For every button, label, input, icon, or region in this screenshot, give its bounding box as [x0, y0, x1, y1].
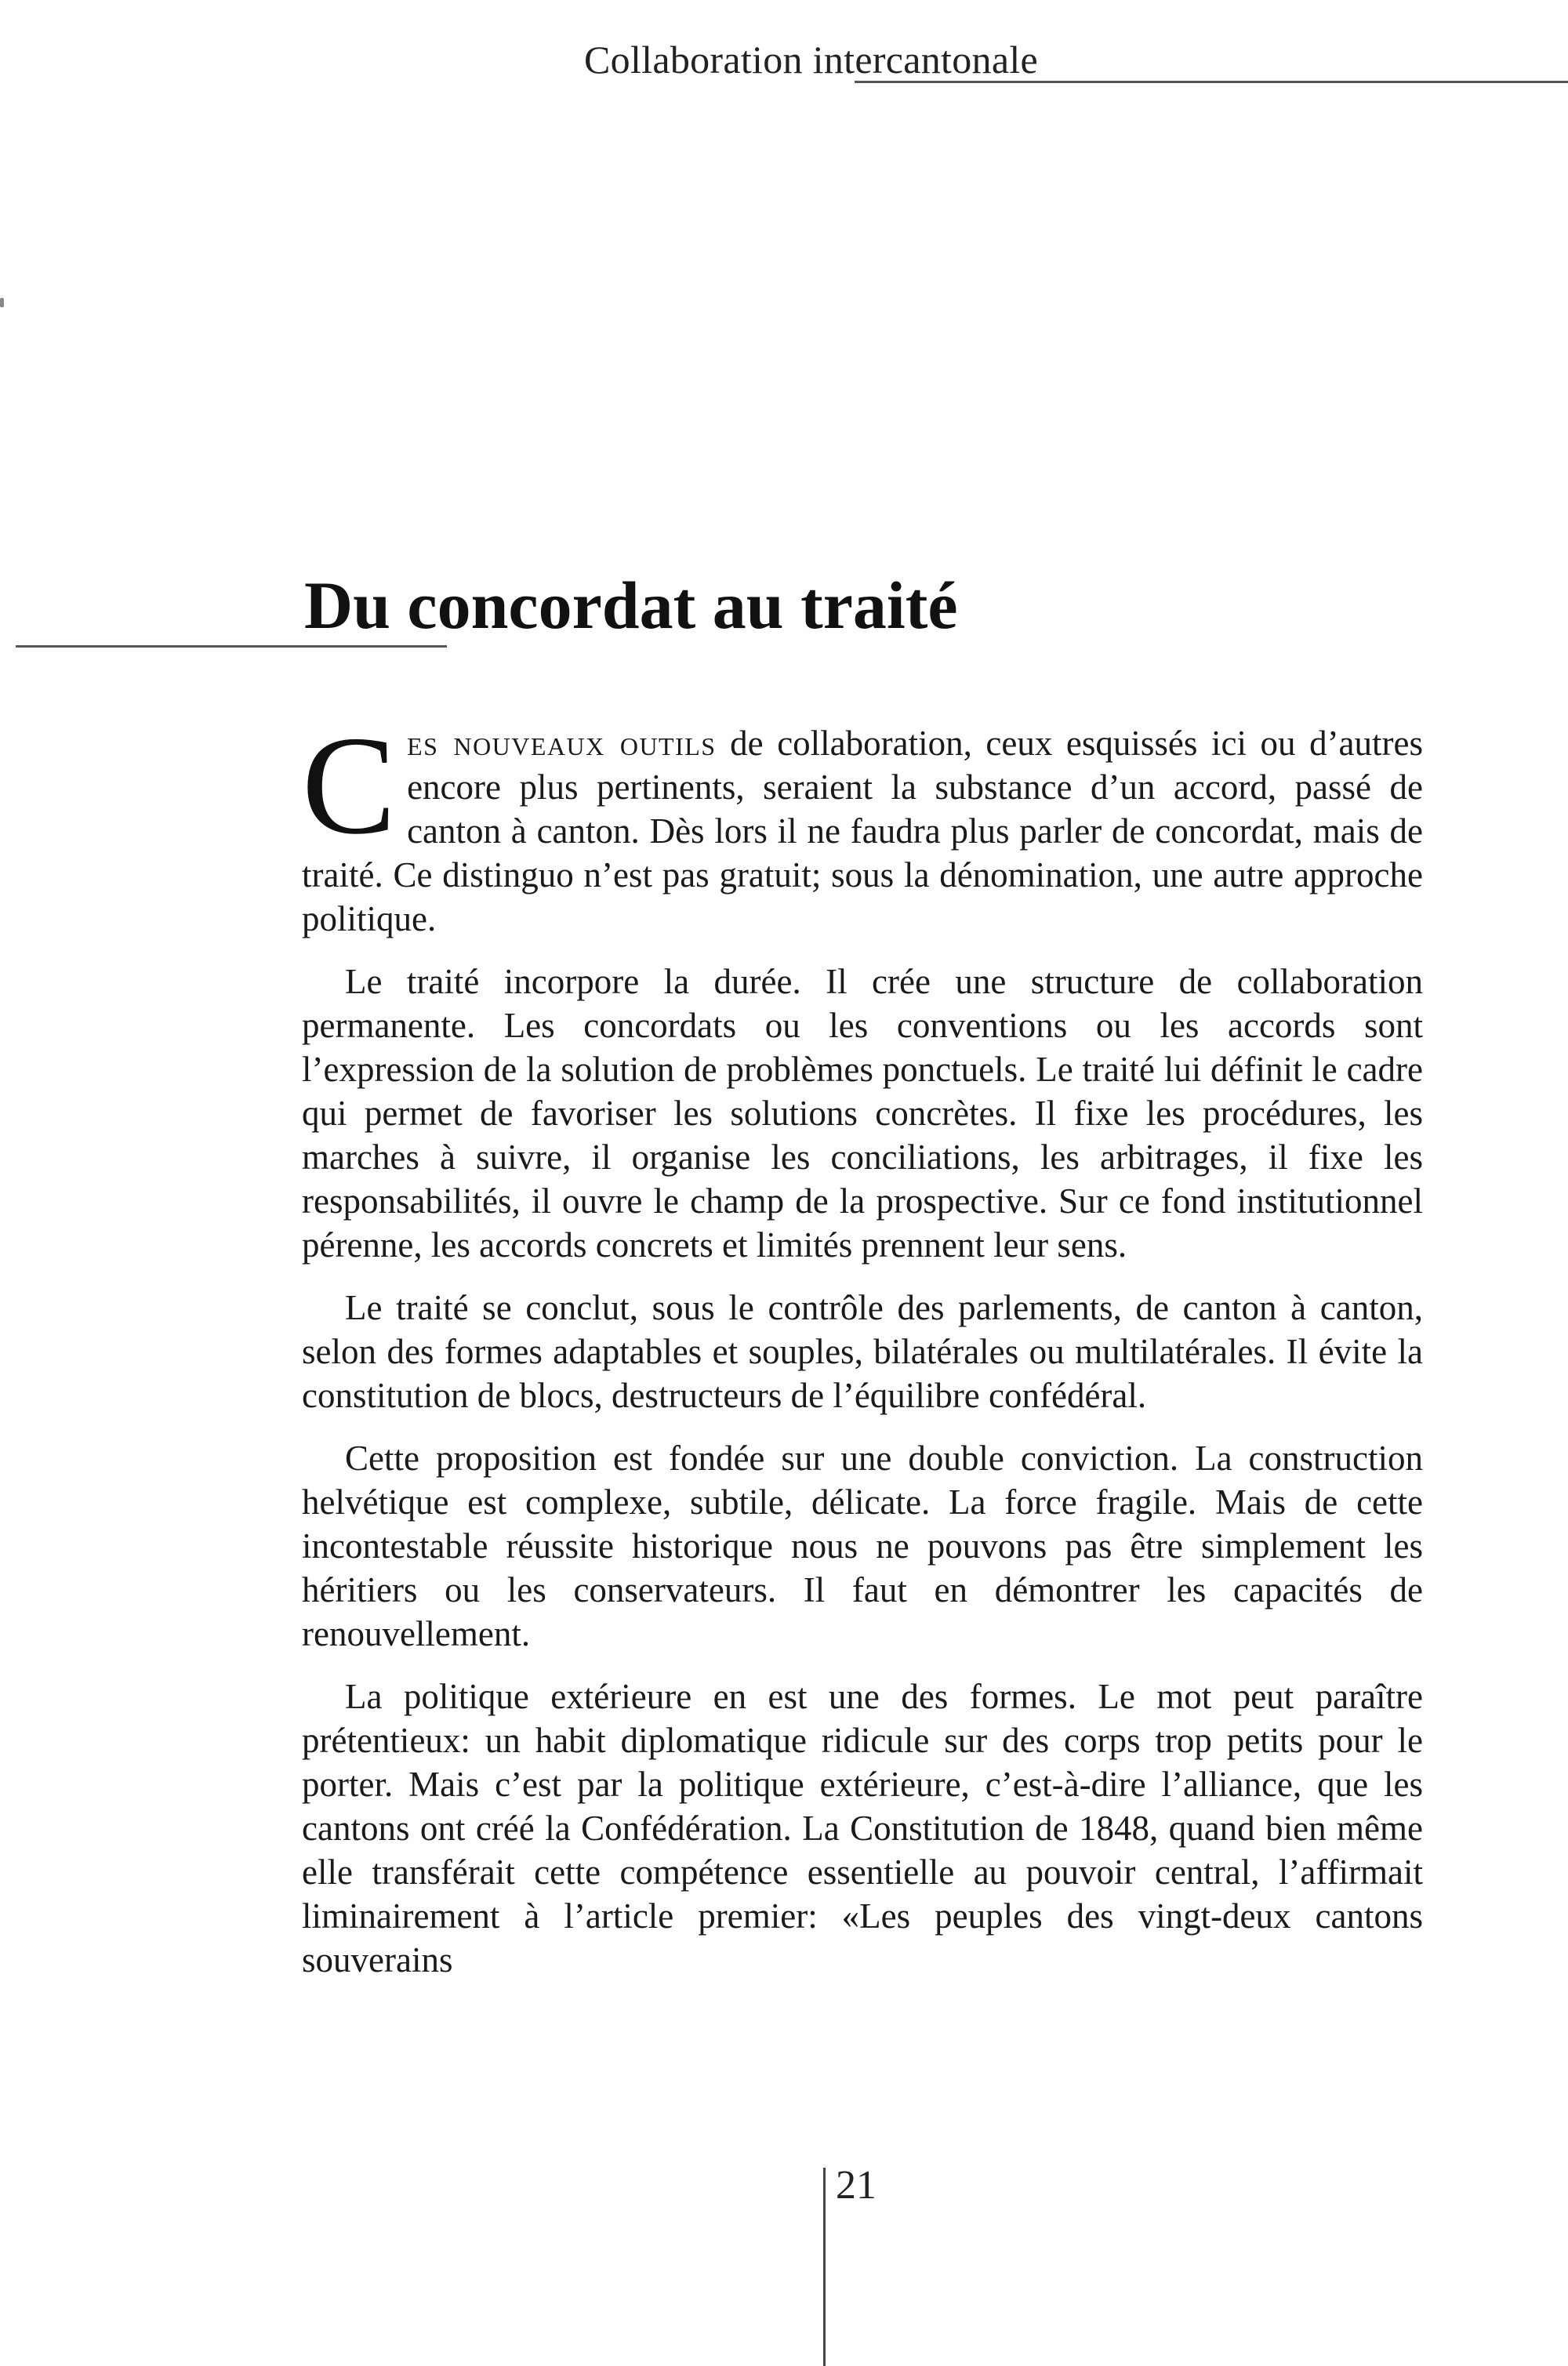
title-rule [16, 645, 447, 648]
paragraph-2: Le traité incorpore la durée. Il crée une structure de collaboration permanente. Les concordats ou les conventions ou les accords sont l’expression de la solution de problèmes ponctuels. Le traité lui définit le cadre qui permet de favoriser les solutions concrètes. Il fixe les procédures, les marches à suivre, il organise les conciliations, les arbitrages, il fixe les responsabilités, il ouvre le champ de la prospective. Sur ce fond institutionnel pérenne, les accords concrets et limités prennent leur sens. [302, 962, 1423, 1265]
running-head: Collaboration intercantonale [584, 38, 1039, 82]
paragraph-1-text: de collaboration, ceux esquissés ici ou d’autres encore plus pertinents, seraient la substance d’un accord, passé de canton à canton. Dès lors il ne faudra plus parler de concordat, mais de traité. Ce distinguo n’est pas gratuit; sous la dénomination, une autre approche politique. [302, 724, 1424, 938]
paragraph-1 [302, 707, 1424, 941]
header-rule [855, 81, 1568, 83]
paragraph-3: Le traité se conclut, sous le contrôle des parlements, de canton à canton, selon des formes adaptables et souples, bilatérales ou multilatérales. Il évite la constitution de blocs, destructeurs de l’équilibre confédéral. [302, 1288, 1423, 1415]
paragraph-4: Cette proposition est fondée sur une double conviction. La construction helvétique est complexe, subtile, délicate. La force fragile. Mais de cette incontestable réussite historique nous ne pouvons pas être simplement les héritiers ou les conservateurs. Il faut en démontrer les capacités de renouvellement. [302, 1439, 1423, 1653]
body-text [302, 707, 1424, 2001]
paragraph-5: La politique extérieure en est une des formes. Le mot peut paraître prétentieux: un habit diplomatique ridicule sur des corps trop petits pour le porter. Mais c’est par la politique extérieure, c’est-à-dire l’alliance, que les cantons ont créé la Confédération. La Constitution de 1848, quand bien même elle transférait cette compétence essentielle au pouvoir central, l’affirmait liminairement à l’article premier: «Les peuples des vingt-deux cantons souverains [302, 1677, 1423, 1980]
margin-mark [0, 298, 4, 307]
small-caps-lead: es nouveaux outils [407, 724, 717, 763]
page-number: 21 [836, 2163, 877, 2208]
chapter-title: Du concordat au traité [304, 568, 958, 643]
folio-rule [823, 2168, 826, 2366]
drop-cap: C [302, 707, 397, 863]
